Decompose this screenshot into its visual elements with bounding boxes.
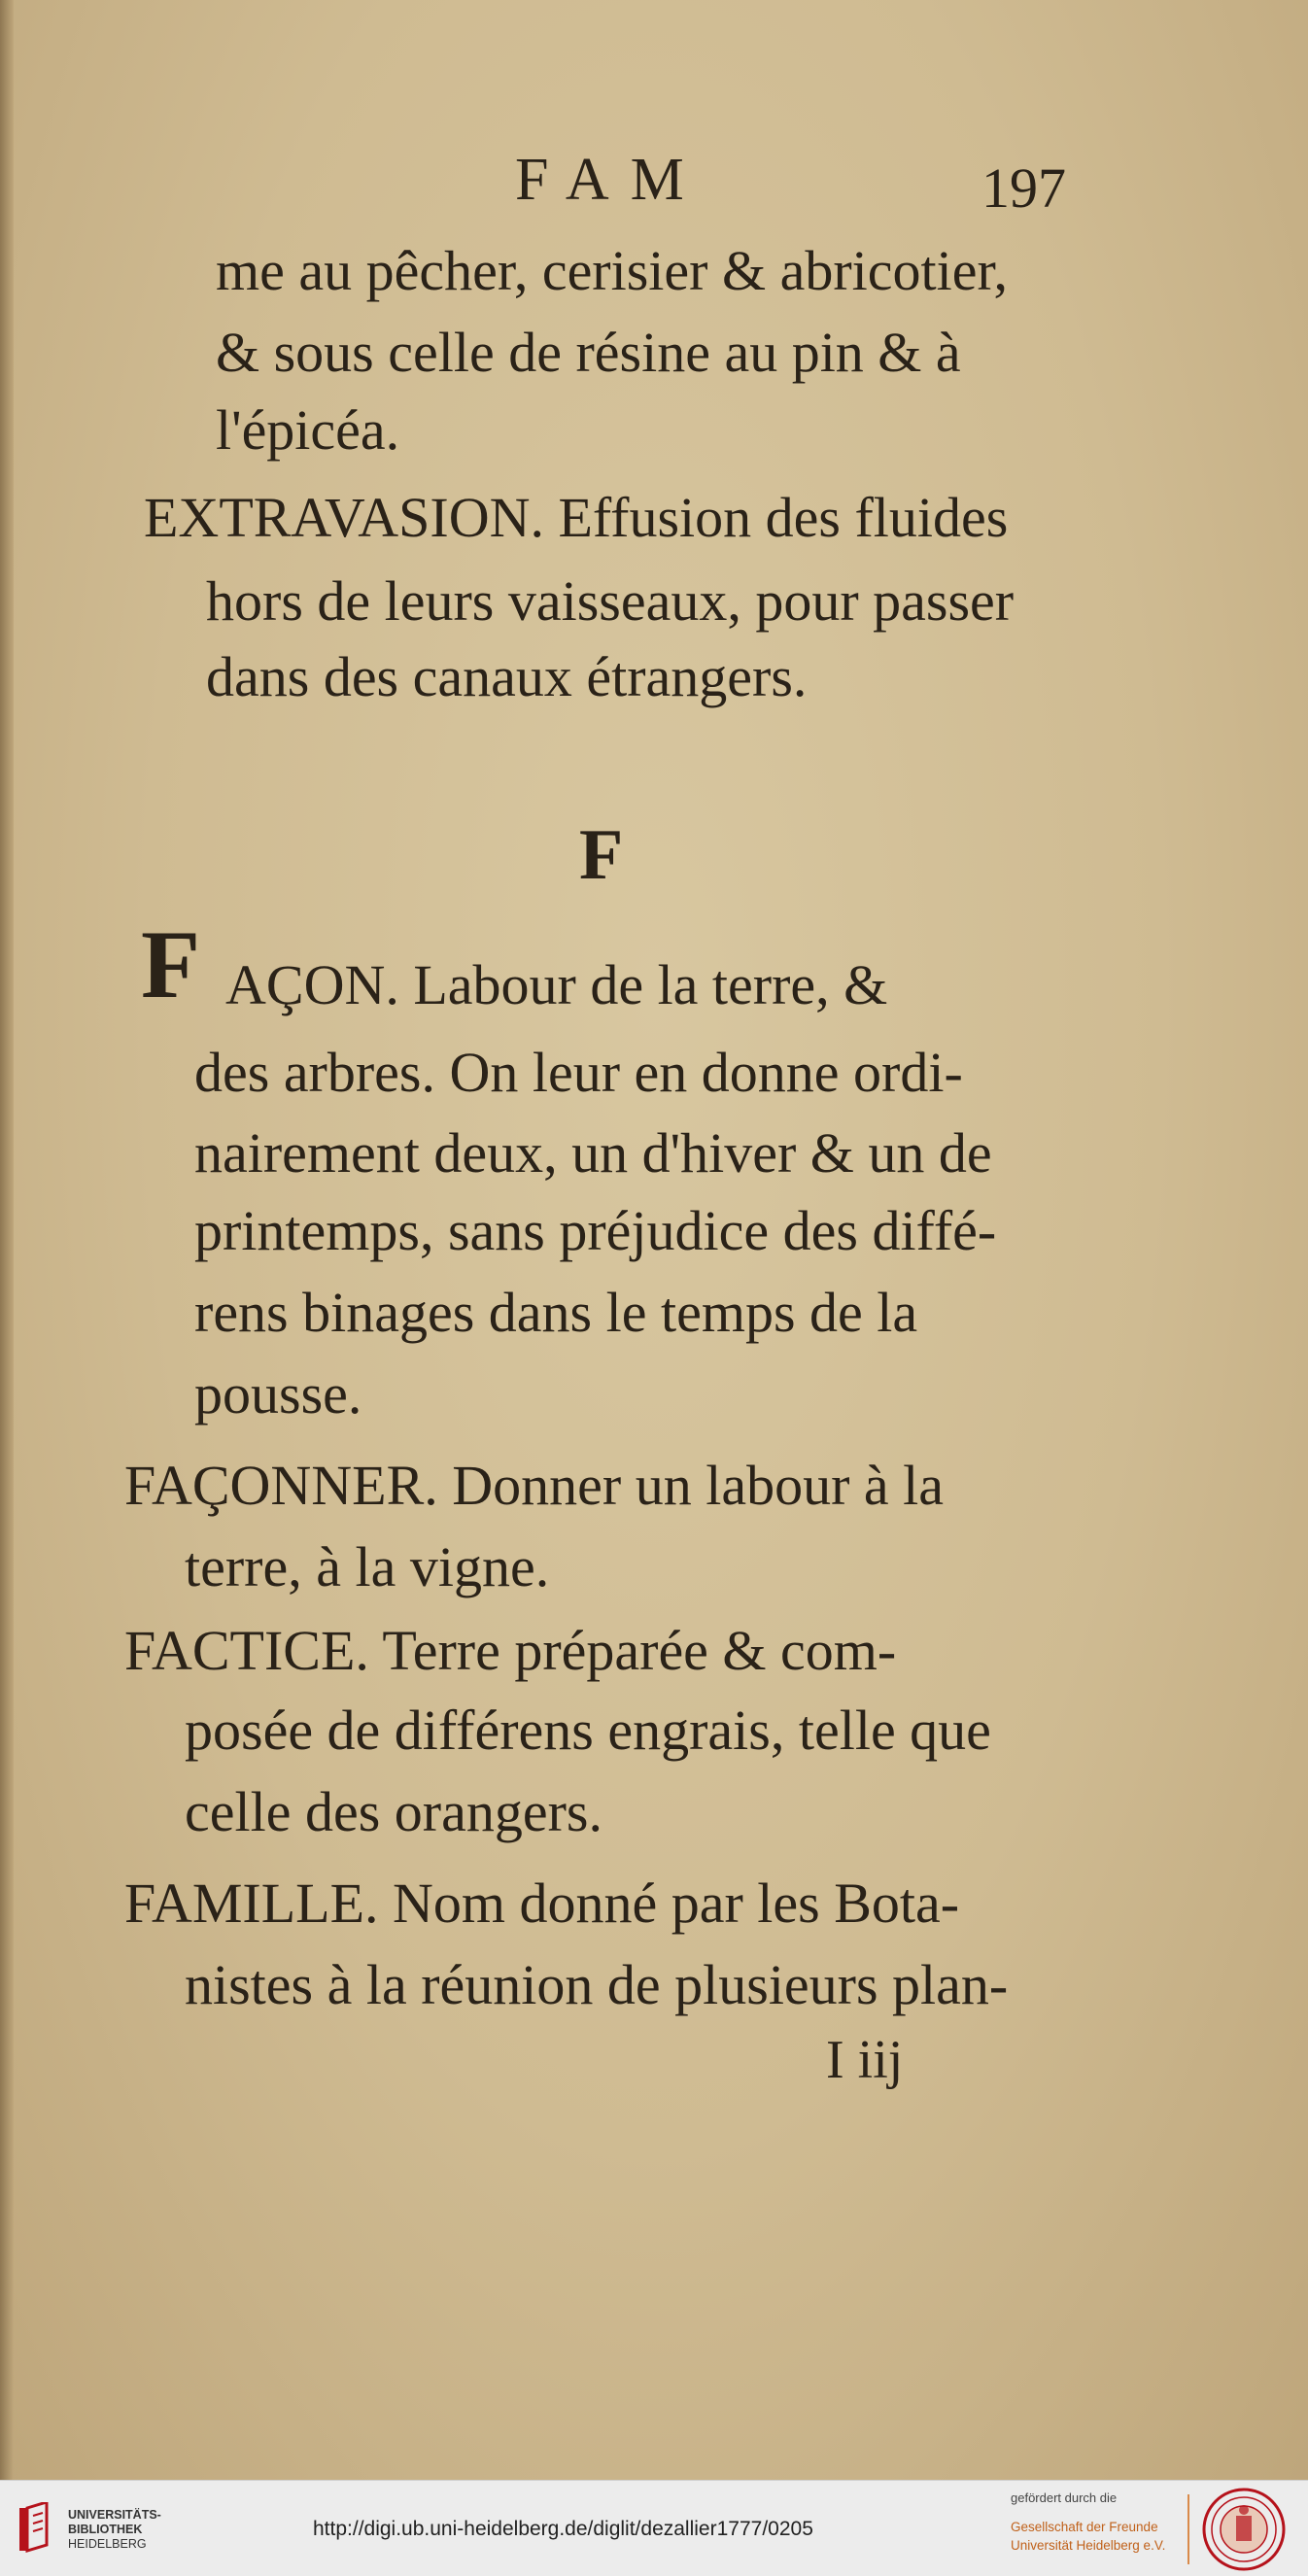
text-line: nistes à la réunion de plusieurs plan- xyxy=(185,1953,1009,2016)
text-line: printemps, sans préjudice des diffé- xyxy=(194,1199,997,1262)
permalink-url[interactable]: http://digi.ub.uni-heidelberg.de/diglit/dezallier1777/0205 xyxy=(313,2518,813,2540)
entry-famille: FAMILLE. Nom donné par les Bota- xyxy=(124,1872,960,1935)
drop-cap: F xyxy=(141,910,201,1018)
library-name: UNIVERSITÄTS- BIBLIOTHEK HEIDELBERG xyxy=(68,2508,161,2551)
section-letter: F xyxy=(579,815,624,895)
library-logo-icon xyxy=(17,2502,56,2555)
entry-faconner: FAÇONNER. Donner un labour à la xyxy=(124,1454,945,1517)
text-line: terre, à la vigne. xyxy=(185,1535,550,1598)
entry-facon: AÇON. Labour de la terre, & xyxy=(225,953,888,1016)
text-line: me au pêcher, cerisier & abricotier, xyxy=(216,239,1008,302)
text-line: & sous celle de résine au pin & à xyxy=(216,321,961,384)
footer-bar xyxy=(0,2480,1308,2576)
text-line: des arbres. On leur en donne ordi- xyxy=(194,1041,963,1104)
sponsor-divider xyxy=(1188,2494,1189,2564)
sponsor-label: gefördert durch die xyxy=(1011,2490,1118,2505)
entry-extravasion: EXTRAVASION. Effusion des fluides xyxy=(144,486,1009,549)
entry-factice: FACTICE. Terre préparée & com- xyxy=(124,1619,897,1682)
text-line: hors de leurs vaisseaux, pour passer xyxy=(206,569,1015,633)
text-line: dans des canaux étrangers. xyxy=(206,645,808,708)
text-line: pousse. xyxy=(194,1362,362,1425)
page-number: 197 xyxy=(981,156,1066,220)
university-seal-icon xyxy=(1201,2487,1287,2572)
text-line: posée de différens engrais, telle que xyxy=(185,1699,991,1762)
text-line: l'épicéa. xyxy=(216,398,400,462)
text-line: celle des orangers. xyxy=(185,1780,602,1843)
running-head: FAM xyxy=(515,147,706,213)
text-line: nairement deux, un d'hiver & un de xyxy=(194,1121,992,1185)
text-line: rens binages dans le temps de la xyxy=(194,1281,918,1344)
sponsor-name: Gesellschaft der Freunde Universität Heidelberg e.V. xyxy=(1011,2520,1166,2553)
signature-mark: I iij xyxy=(826,2030,904,2090)
